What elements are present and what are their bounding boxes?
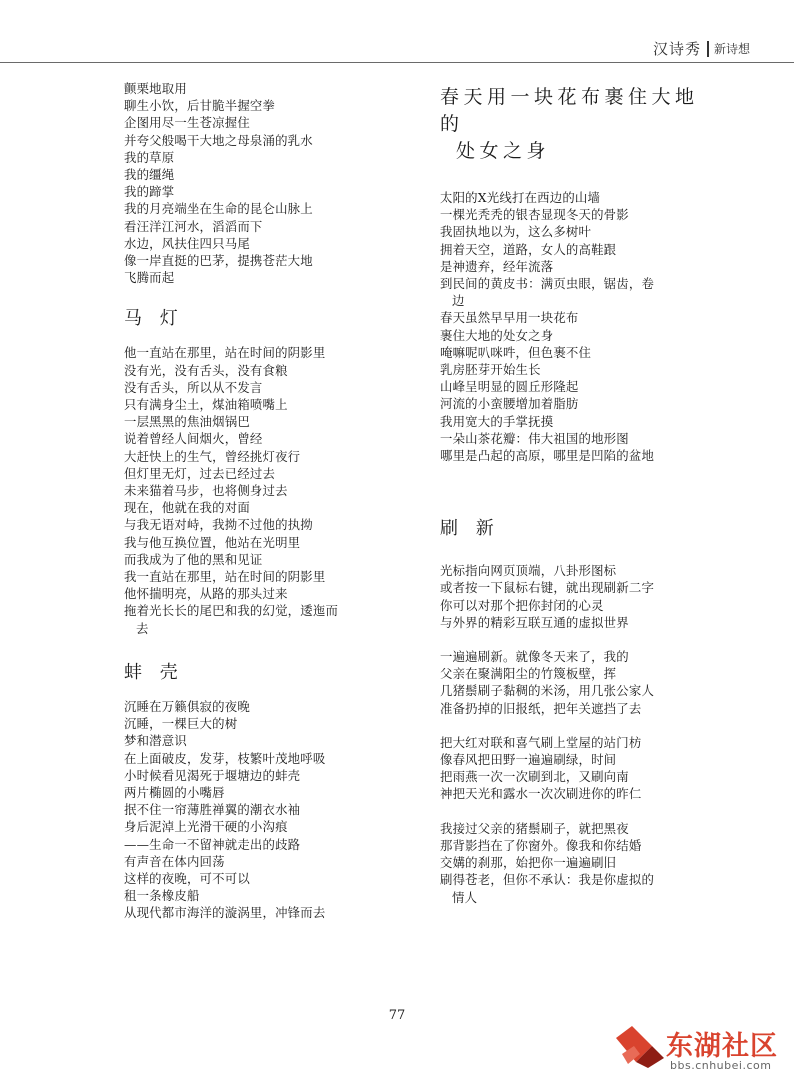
poem-line: 聊生小饮，后甘脆半握空拳 [124, 98, 276, 114]
poem-line: 拖着光长长的尾巴和我的幻觉，逶迤而 [124, 603, 339, 619]
poem-line: 我一直站在那里，站在时间的阴影里 [124, 569, 326, 585]
poem-line: 但灯里无灯，过去已经过去 [124, 465, 276, 481]
poem-line: 你可以对那个把你封闭的心灵 [440, 597, 604, 613]
poem-line: 没有光，没有舌头，没有食粮 [124, 362, 288, 378]
poem-line: 准备扔掉的旧报纸，把年关遮挡了去 [440, 700, 642, 716]
poem-title-spring [440, 84, 705, 165]
poem-title-shuaxin: 刷 新 [440, 518, 500, 540]
poem-line: 我的蹄掌 [124, 184, 175, 200]
poem-line: 去 [136, 620, 149, 636]
poem-line: 这样的夜晚，可不可以 [124, 870, 250, 886]
watermark-text: 东湖社区 [666, 1031, 778, 1062]
poem-line: 山峰呈明显的圆丘形隆起 [440, 379, 579, 395]
poem-line: ——生命一不留神就走出的歧路 [124, 836, 301, 852]
poem-title-madeng: 马 灯 [124, 308, 184, 330]
poem-line: 拥着天空，道路，女人的高鞋跟 [440, 241, 617, 257]
poem-line: 或者按一下鼠标右键，就出现刷新二字 [440, 580, 655, 596]
poem-line: 与我无语对峙，我拗不过他的执拗 [124, 517, 313, 533]
poem-line: 一层黑黑的焦油烟锅巴 [124, 414, 250, 430]
poem-line: 神把天光和露水一次次刷进你的昨仁 [440, 786, 642, 802]
poem-line: 到民间的黄皮书：满页虫眼，锯齿，卷 [440, 276, 655, 292]
poem-continued [124, 80, 374, 286]
right-column [440, 80, 705, 906]
poem-line: 那背影挡在了你窗外。像我和你结婚 [440, 837, 642, 853]
poem-line: 没有舌头，所以从不发言 [124, 379, 263, 395]
poem-line: 唵嘛呢叭咪吽，但色裹不住 [440, 344, 592, 360]
poem-line: 我的缰绳 [124, 167, 175, 183]
poem-line: 把大红对联和喜气刷上堂屋的站门枋 [440, 734, 642, 750]
page-number: 77 [388, 1008, 406, 1023]
poem-line: 一棵光秃秃的银杏显现冬天的骨影 [440, 207, 629, 223]
poem-line: 企图用尽一生苍凉握住 [124, 115, 250, 131]
poem-title-line: 处女之身 [456, 140, 551, 162]
poem-line: 飞腾而起 [124, 270, 175, 286]
poem-line: 他怀揣明亮，从路的那头过来 [124, 586, 288, 602]
poem-line: 现在，他就在我的对面 [124, 500, 250, 516]
poem-line: 我的月亮端坐在生命的昆仑山脉上 [124, 201, 313, 217]
poem-line: 只有满身尘土，煤油箱喷嘴上 [124, 397, 288, 413]
poem-line: 我与他互换位置，他站在光明里 [124, 534, 301, 550]
poem-line: 刷得苍老，但你不承认：我是你虚拟的 [440, 872, 655, 888]
poem-line: 颤栗地取用 [124, 81, 187, 96]
poem-line: 抿不住一帘薄胜禅翼的潮衣水袖 [124, 802, 301, 818]
poem-line: 两片椭圆的小嘴唇 [124, 784, 225, 800]
poem-line: 沉睡，一棵巨大的树 [124, 716, 238, 732]
poem-line: 租一条橡皮船 [124, 888, 200, 904]
poem-line: 从现代都市海洋的漩涡里，冲锋而去 [124, 905, 326, 921]
poem-spring [440, 189, 705, 464]
poem-line: 像春风把田野一遍遍刷绿，时间 [440, 752, 617, 768]
poem-line: 交媾的刹那，始把你一遍遍刷旧 [440, 855, 617, 871]
poem-title-line: 春天用一块花布裹住大地的 [440, 86, 699, 135]
poem-line: 而我成为了他的黑和见证 [124, 551, 263, 567]
poem-line: 大赶快上的生气，曾经挑灯夜行 [124, 448, 301, 464]
poem-line: 沉睡在万籁俱寂的夜晚 [124, 698, 250, 714]
poem-line: 光标指向网页顶端，八卦形图标 [440, 563, 617, 579]
poem-line: 太阳的X光线打在西边的山墙 [440, 190, 601, 205]
poem-line: 并夸父般喝干大地之母泉涌的乳水 [124, 132, 313, 148]
poem-line: 与外界的精彩互联互通的虚拟世界 [440, 614, 629, 630]
left-column [124, 80, 374, 922]
poem-line: 身后泥淖上光滑干硬的小沟痕 [124, 819, 288, 835]
poem-line: 哪里是凸起的高原，哪里是凹陷的盆地 [440, 448, 655, 464]
poem-shuaxin [440, 562, 705, 905]
poem-line: 有声音在体内回荡 [124, 853, 225, 869]
running-header [653, 38, 750, 59]
poem-line: 小时候看见渴死于堰塘边的蚌壳 [124, 767, 301, 783]
poem-line: 他一直站在那里，站在时间的阴影里 [124, 345, 326, 361]
poem-line: 裹住大地的处女之身 [440, 327, 554, 343]
poem-line: 我固执地以为，这么多树叶 [440, 224, 592, 240]
poem-line: 河流的小蛮腰增加着脂肪 [440, 396, 579, 412]
header-author: 汉诗秀 [652, 40, 701, 58]
stanza-break [440, 717, 705, 734]
stanza-break [440, 803, 705, 820]
poem-line: 几猪鬃刷子黏稠的米汤，用几张公家人 [440, 683, 655, 699]
dongfu-logo-icon [612, 1024, 668, 1070]
poem-line: 水边，风扶住四只马尾 [124, 235, 250, 251]
poem-line: 我用宽大的手掌抚摸 [440, 413, 554, 429]
poem-line: 我接过父亲的猪鬃刷子，就把黑夜 [440, 820, 629, 836]
poem-line: 情人 [452, 889, 478, 905]
poem-line: 说着曾经人间烟火，曾经 [124, 431, 263, 447]
header-divider [707, 41, 709, 57]
poem-line: 未来猫着马步，也将侧身过去 [124, 483, 288, 499]
poem-line: 一朵山茶花瓣：伟大祖国的地形图 [440, 430, 629, 446]
poem-bangke [124, 698, 374, 922]
header-column-name: 新诗想 [713, 42, 750, 56]
poem-line: 看汪洋江河水，滔滔而下 [124, 218, 263, 234]
poem-line: 梦和潜意识 [124, 733, 187, 749]
poem-line: 乳房胚芽开始生长 [440, 362, 541, 378]
poem-line: 我的草原 [124, 149, 175, 165]
poem-line: 父亲在聚满阳尘的竹篾板壁，挥 [440, 666, 617, 682]
poem-madeng [124, 344, 374, 636]
poem-line: 像一岸直挺的巴茅，提携苍茫大地 [124, 253, 313, 269]
header-rule [0, 62, 794, 63]
poem-line: 在上面破皮，发芽，枝繁叶茂地呼吸 [124, 750, 326, 766]
poem-line: 春天虽然早早用一块花布 [440, 310, 579, 326]
poem-title-bangke: 蚌 壳 [124, 661, 184, 683]
poem-line: 是神遗弃，经年流落 [440, 258, 554, 274]
poem-line: 一遍遍刷新。就像冬天来了，我的 [440, 649, 629, 665]
poem-line: 把雨燕一次一次刷到北，又刷向南 [440, 769, 629, 785]
poem-line: 边 [452, 293, 465, 309]
stanza-break [440, 631, 705, 648]
watermark-url: bbs.cnhubei.com [670, 1059, 772, 1072]
watermark-logo [612, 1020, 788, 1072]
